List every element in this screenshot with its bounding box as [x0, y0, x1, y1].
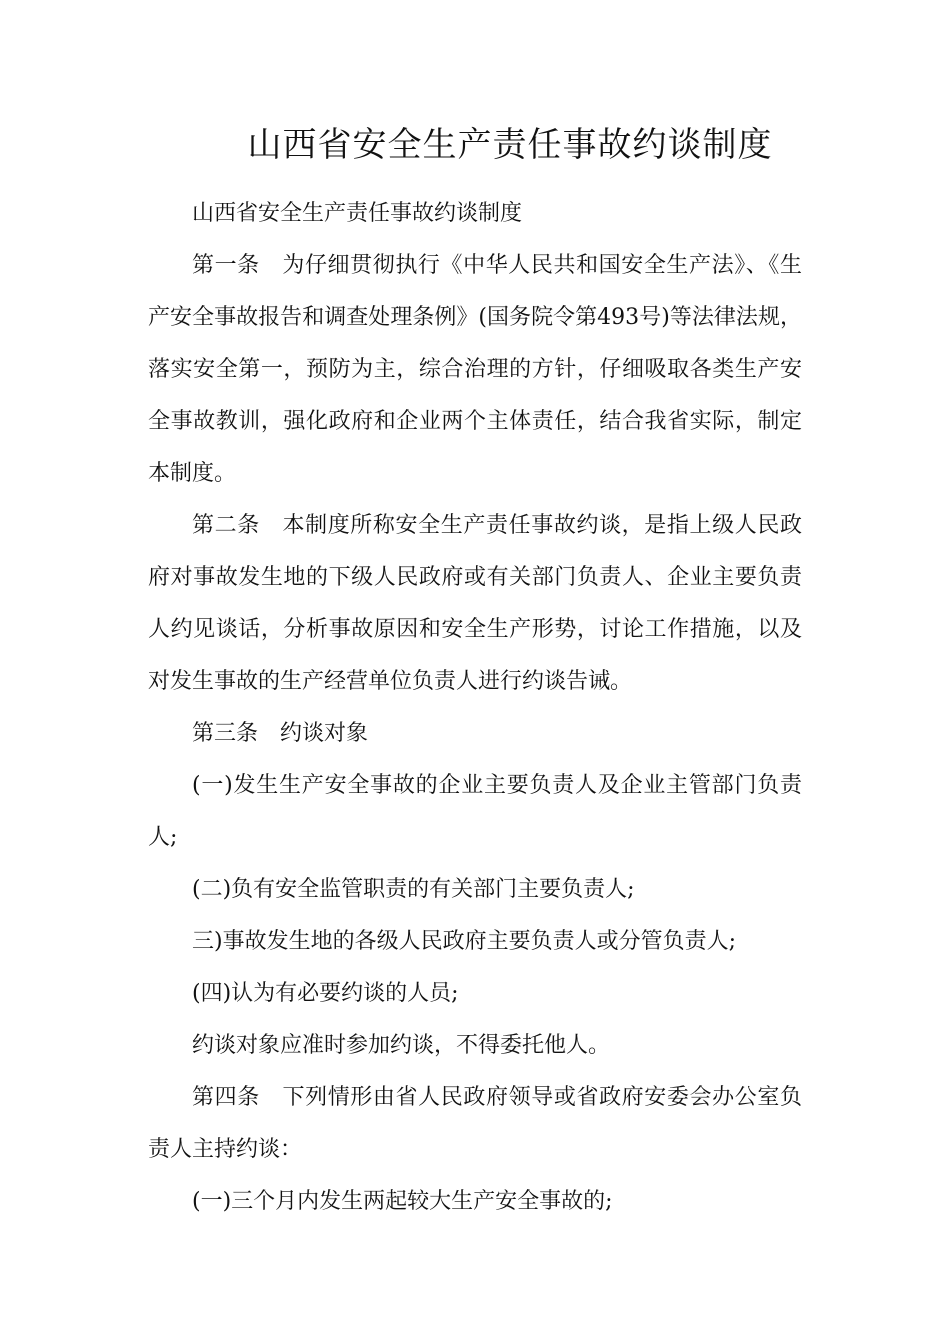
page-title: 山西省安全生产责任事故约谈制度 [247, 125, 773, 165]
paragraph-item: (一)三个月内发生两起较大生产安全事故的; [192, 1189, 613, 1214]
paragraph-article-3: 第三条 约谈对象 [192, 721, 369, 746]
paragraph-item: (一)发生生产安全事故的企业主要负责人及企业主管部门负责人; [148, 773, 802, 850]
document-body [148, 188, 802, 1228]
paragraph-item: 三)事故发生地的各级人民政府主要负责人或分管负责人; [192, 929, 736, 954]
paragraph-note: 约谈对象应准时参加约谈，不得委托他人。 [192, 1033, 611, 1058]
paragraph-item: (二)负有安全监管职责的有关部门主要负责人; [192, 877, 635, 902]
paragraph-subtitle: 山西省安全生产责任事故约谈制度 [192, 201, 523, 226]
paragraph-article-2: 第二条 本制度所称安全生产责任事故约谈，是指上级人民政府对事故发生地的下级人民政府或有关部门负责人、企业主要负责人约见谈话，分析事故原因和安全生产形势，讨论工作措施，以及对发生事故的生产经营单位负责人进行约谈告诫。 [148, 513, 802, 694]
paragraph-item: (四)认为有必要约谈的人员; [192, 981, 459, 1006]
paragraph-article-1: 第一条 为仔细贯彻执行《中华人民共和国安全生产法》、《生产安全事故报告和调查处理条例》(国务院令第493号)等法律法规，落实安全第一，预防为主，综合治理的方针，仔细吸取各类生产安全事故教训，强化政府和企业两个主体责任，结合我省实际，制定本制度。 [148, 253, 802, 486]
paragraph-article-4: 第四条 下列情形由省人民政府领导或省政府安委会办公室负责人主持约谈： [148, 1085, 802, 1162]
